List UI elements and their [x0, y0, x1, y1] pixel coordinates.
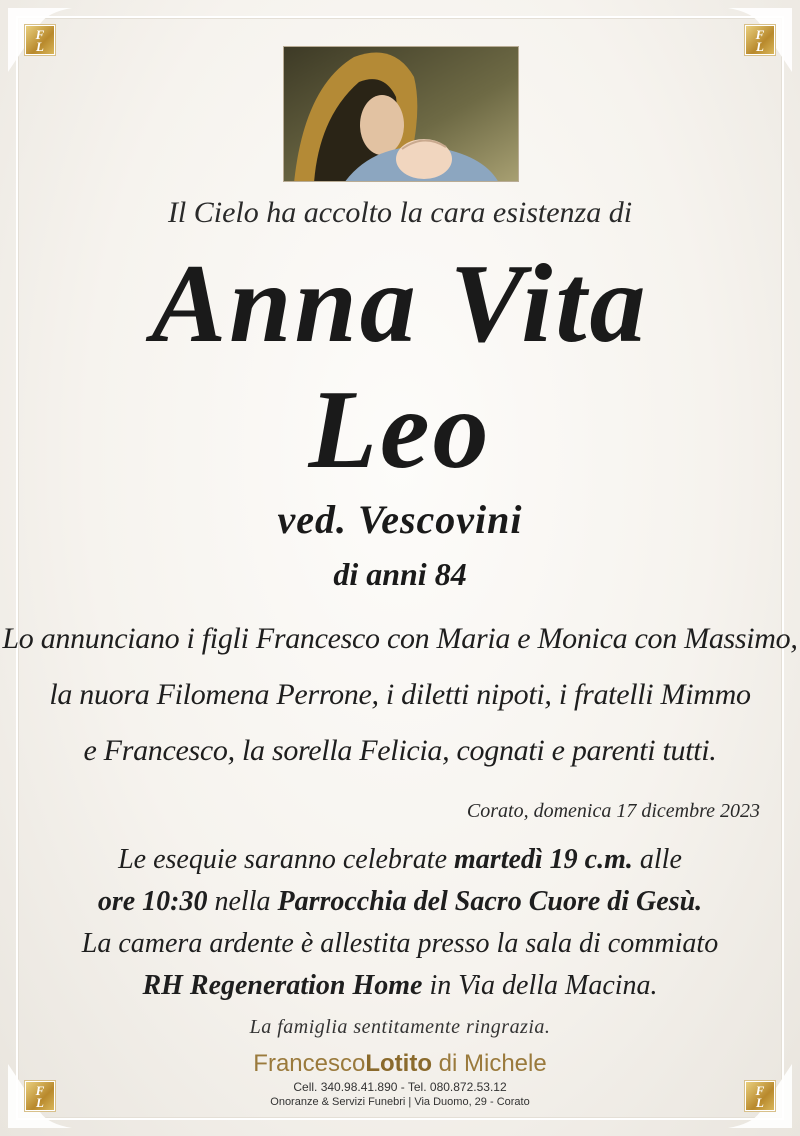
funeral-info-line: La camera ardente è allestita presso la sala di commiato	[81, 928, 719, 959]
funeral-info-line: ore 10:30 nella Parrocchia del Sacro Cuore di Gesù.	[97, 886, 703, 917]
announcement-line: e Francesco, la sorella Felicia, cognati e parenti tutti.	[83, 734, 717, 767]
funeral-home-contacts: Cell. 340.98.41.890 - Tel. 080.872.53.12	[293, 1080, 507, 1094]
announcement-line: Lo annunciano i figli Francesco con Maria e Monica con Massimo,	[2, 622, 798, 655]
intro-text: Il Cielo ha accolto la cara esistenza di	[167, 196, 633, 229]
age-text: di anni 84	[333, 556, 467, 592]
widow-of-text: ved. Vescovini	[277, 497, 523, 542]
funeral-info-line: RH Regeneration Home in Via della Macina.	[142, 970, 658, 1001]
deceased-last-name: Leo	[308, 368, 492, 492]
place-date: Corato, domenica 17 dicembre 2023	[466, 800, 760, 822]
corner-logo-top-left: F L	[8, 8, 72, 72]
thanks-text: La famiglia sentitamente ringrazia.	[249, 1016, 551, 1038]
corner-logo-bottom-left: F L	[8, 1064, 72, 1128]
funeral-home-address: Onoranze & Servizi Funebri | Via Duomo, 29 - Corato	[270, 1096, 530, 1108]
corner-logo-top-right: F L	[728, 8, 792, 72]
madonna-and-child-image	[283, 46, 519, 182]
announcement-line: la nuora Filomena Perrone, i diletti nipoti, i fratelli Mimmo	[49, 678, 751, 711]
funeral-home-name: FrancescoLotito di Michele	[253, 1050, 547, 1077]
deceased-first-name: Anna Vita	[151, 242, 649, 366]
corner-logo-bottom-right: F L	[728, 1064, 792, 1128]
funeral-info-line: Le esequie saranno celebrate martedì 19 c.m. alle	[118, 844, 682, 875]
